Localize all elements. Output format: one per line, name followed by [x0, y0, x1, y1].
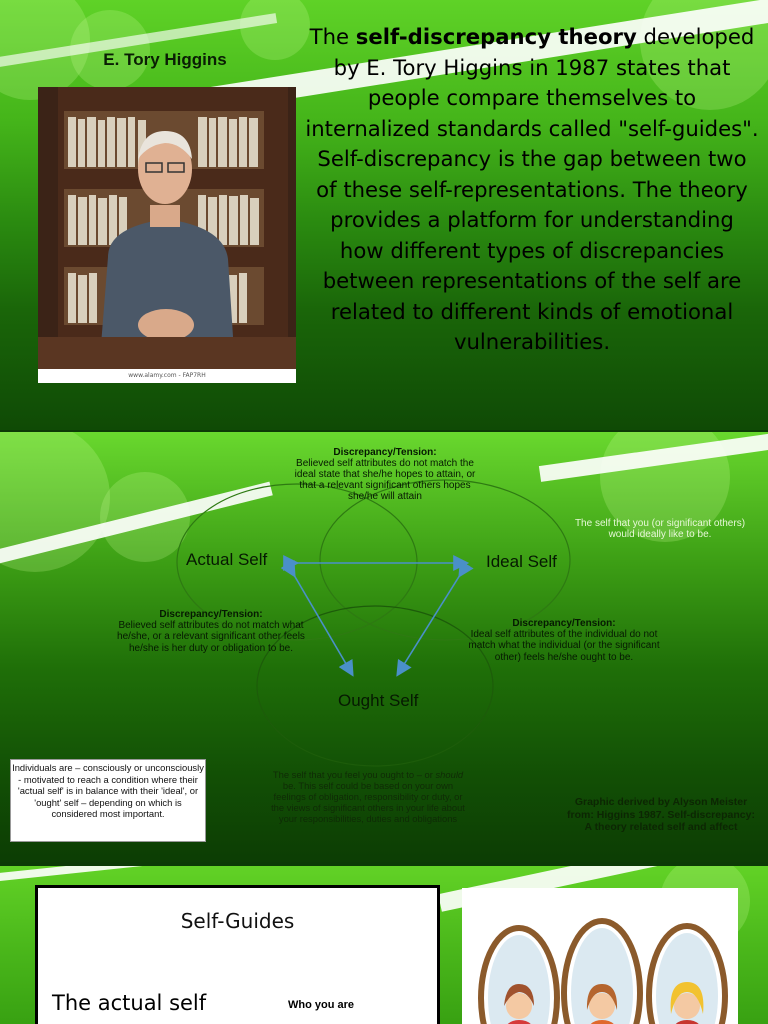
top-discrepancy-label: [290, 447, 480, 502]
right-discrepancy-body: Ideal self attributes of the individual do not match what the individual (or the significant other) feels he/she ought to be.: [468, 629, 660, 663]
higgins-portrait-illustration: [38, 87, 296, 383]
ought-note-italic: should: [435, 769, 464, 780]
theory-name: self-discrepancy theory: [355, 24, 637, 49]
intro-text-rest: developed by E. Tory Higgins in 1987 states that people compare themselves to internalized standards called "self-guides". Self-discrepancy is the gap between two of these self-representations. The theory provides a platform for understanding how different types of discrepancies between representations of the self are related to different kinds of emotional vulnerabilities.: [305, 24, 759, 354]
top-discrepancy-heading: Discrepancy/Tension:: [333, 447, 437, 458]
photo-credit: www.alamy.com - FAP7RH: [38, 369, 296, 383]
slide-self-guides: [0, 866, 768, 1024]
motivation-note-box: Individuals are – consciously or unconsciously - motivated to reach a condition where their 'actual self' is in balance with their 'ideal', or 'ought' self – depending on which is considered most important.: [10, 759, 206, 842]
right-discrepancy-heading: Discrepancy/Tension:: [512, 618, 616, 629]
mirrors-drawing: [462, 888, 738, 1024]
self-guides-title: Self-Guides: [180, 909, 295, 933]
actual-self-node: Actual Self: [186, 550, 268, 569]
slide-discrepancy-diagram: [0, 432, 768, 862]
actual-self-row-description: Who you are: [288, 999, 355, 1011]
left-discrepancy-label: [115, 609, 307, 654]
theory-description: [305, 22, 759, 358]
person-name: E. Tory Higgins: [103, 50, 227, 69]
slide-higgins-intro: [0, 0, 768, 430]
right-discrepancy-label: [468, 618, 660, 663]
white-band-decoration: [0, 866, 309, 882]
ideal-self-node: Ideal Self: [486, 552, 557, 571]
left-discrepancy-heading: Discrepancy/Tension:: [159, 609, 263, 620]
left-discrepancy-body: Believed self attributes do not match what he/she, or a relevant significant other feels he/she is her duty or obligation to be.: [117, 620, 305, 654]
ought-note-text: The self that you feel you ought to – or: [272, 769, 436, 780]
graphic-credit: Graphic derived by Alyson Meister from: Higgins 1987. Self-discrepancy: A theory related self and affect: [567, 796, 755, 833]
self-guides-card: [35, 885, 440, 1024]
higgins-photo: [38, 87, 296, 383]
top-discrepancy-body: Believed self attributes do not match the ideal state that she/he hopes to attain, or that a relevant significant others hopes she/he will attain: [294, 458, 476, 502]
ought-self-note: [268, 769, 468, 824]
actual-self-row-label: The actual self: [52, 991, 207, 1015]
ought-self-node: Ought Self: [338, 691, 419, 710]
ought-note-text-rest: be. This self could be based on your own feelings of obligation, responsibility or duty, or the views of significant others in your life about your responsibilities, duties and obligations: [271, 780, 465, 824]
ideal-self-note: The self that you (or significant others) would ideally like to be.: [574, 518, 746, 540]
mirrors-illustration: [462, 888, 738, 1024]
intro-text-start: The: [309, 24, 356, 49]
